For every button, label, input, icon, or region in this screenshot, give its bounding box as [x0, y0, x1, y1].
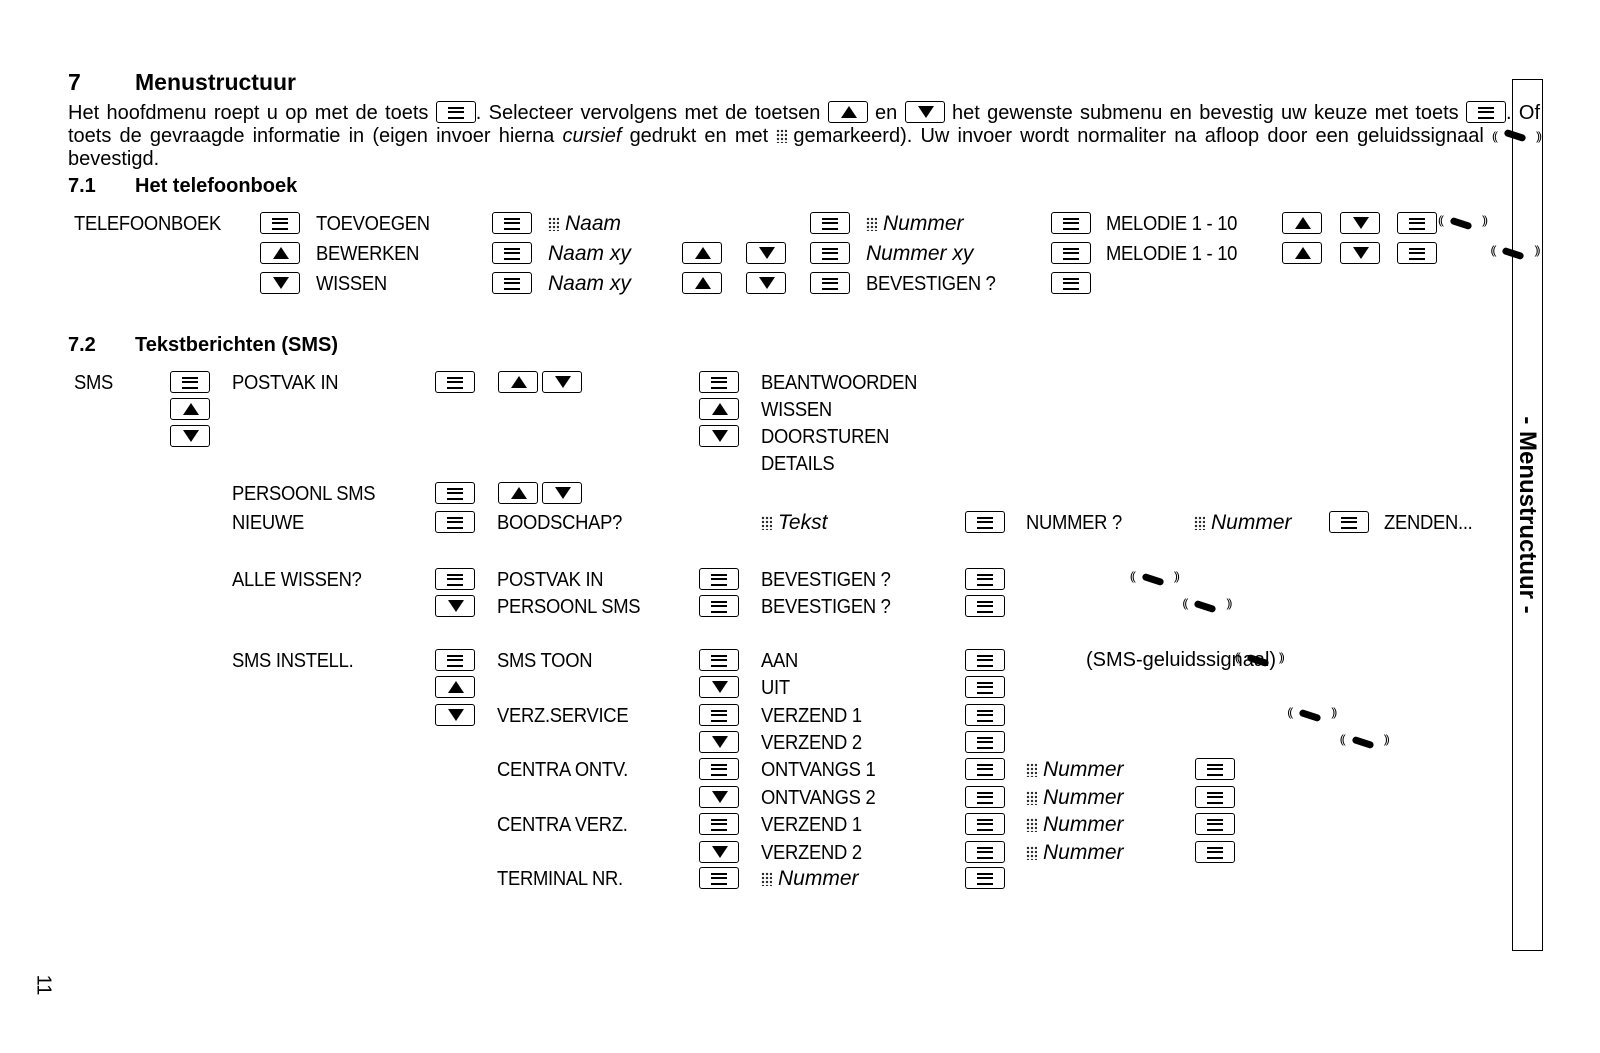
menu-key-icon	[435, 511, 475, 533]
menu-key-icon	[1195, 841, 1235, 863]
menu-key-icon	[699, 704, 739, 726]
menu-item: PERSOONL SMS	[497, 596, 641, 618]
chapter-title: Menustructuur	[135, 69, 296, 95]
menu-item: UIT	[761, 677, 790, 699]
menu-key-icon	[1051, 272, 1091, 294]
menu-root: TELEFOONBOEK	[74, 213, 221, 235]
note-text: (SMS-geluidssignaal)	[1086, 649, 1277, 671]
down-key-icon	[746, 272, 786, 294]
page-number: 11	[32, 974, 55, 996]
up-key-icon	[682, 242, 722, 264]
down-key-icon	[435, 595, 475, 617]
menu-key-icon	[1051, 242, 1091, 264]
menu-key-icon	[965, 731, 1005, 753]
menu-item: VERZEND 1	[761, 814, 862, 836]
section-number: 7.1	[68, 175, 96, 197]
menu-item: VERZEND 1	[761, 705, 862, 727]
keypad-icon	[1026, 818, 1037, 832]
menu-item: MELODIE 1 - 10	[1106, 213, 1238, 235]
menu-key-icon	[965, 511, 1005, 533]
keypad-icon	[866, 217, 877, 231]
menu-item: POSTVAK IN	[232, 372, 339, 394]
input-field: Nummer	[866, 212, 964, 236]
section-title: Het telefoonboek	[135, 175, 298, 197]
menu-key-icon	[1195, 786, 1235, 808]
down-key-icon	[1340, 212, 1380, 234]
menu-item: SMS TOON	[497, 650, 593, 672]
menu-item: CENTRA VERZ.	[497, 814, 628, 836]
menu-key-icon	[435, 568, 475, 590]
menu-key-icon	[170, 371, 210, 393]
up-key-icon	[498, 482, 538, 504]
input-field: Nummer	[1026, 758, 1124, 782]
keypad-icon	[1026, 763, 1037, 777]
menu-item: MELODIE 1 - 10	[1106, 243, 1238, 265]
keypad-icon	[1194, 516, 1205, 530]
menu-item: BEVESTIGEN ?	[761, 569, 891, 591]
menu-key-icon	[965, 841, 1005, 863]
menu-item: BEVESTIGEN ?	[866, 273, 996, 295]
section-number: 7.2	[68, 334, 96, 356]
menu-item: AAN	[761, 650, 799, 672]
menu-key-icon	[810, 212, 850, 234]
menu-item: NUMMER ?	[1026, 512, 1122, 534]
up-key-icon	[260, 242, 300, 264]
menu-item: ZENDEN...	[1384, 512, 1473, 534]
menu-key-icon	[1195, 758, 1235, 780]
menu-key-icon	[1329, 511, 1369, 533]
input-field: Tekst	[761, 511, 827, 535]
menu-item: TOEVOEGEN	[316, 213, 430, 235]
signal-icon	[1340, 736, 1388, 750]
input-value: Nummer xy	[866, 242, 974, 265]
down-key-icon	[542, 482, 582, 504]
down-key-icon	[699, 425, 739, 447]
keypad-icon	[761, 872, 772, 886]
menu-item: VERZ.SERVICE	[497, 705, 629, 727]
menu-key-icon	[965, 786, 1005, 808]
down-key-icon	[699, 786, 739, 808]
signal-icon	[1438, 217, 1486, 231]
menu-key-icon	[810, 242, 850, 264]
menu-key-icon	[260, 212, 300, 234]
menu-item: WISSEN	[316, 273, 387, 295]
menu-key-icon	[699, 595, 739, 617]
menu-item: ONTVANGS 1	[761, 759, 876, 781]
signal-icon	[1287, 709, 1335, 723]
menu-item: DETAILS	[761, 453, 835, 475]
down-key-icon	[260, 272, 300, 294]
down-key-icon	[699, 731, 739, 753]
keypad-icon	[776, 129, 787, 143]
input-value: Naam xy	[548, 242, 631, 265]
menu-item: SMS INSTELL.	[232, 650, 354, 672]
down-key-icon	[1340, 242, 1380, 264]
down-key-icon	[435, 704, 475, 726]
menu-key-icon	[965, 867, 1005, 889]
menu-key-icon	[1397, 212, 1437, 234]
input-field: Naam	[548, 212, 621, 236]
menu-key-icon	[1466, 101, 1506, 123]
keypad-icon	[548, 217, 559, 231]
menu-key-icon	[699, 813, 739, 835]
keypad-icon	[1026, 791, 1037, 805]
input-value: Naam xy	[548, 272, 631, 295]
menu-key-icon	[435, 371, 475, 393]
menu-item: BEANTWOORDEN	[761, 372, 918, 394]
menu-key-icon	[810, 272, 850, 294]
up-key-icon	[682, 272, 722, 294]
menu-key-icon	[492, 212, 532, 234]
menu-item: PERSOONL SMS	[232, 483, 376, 505]
menu-key-icon	[699, 649, 739, 671]
menu-key-icon	[965, 568, 1005, 590]
up-key-icon	[1282, 242, 1322, 264]
menu-item: TERMINAL NR.	[497, 868, 623, 890]
menu-key-icon	[965, 676, 1005, 698]
up-key-icon	[170, 398, 210, 420]
keypad-icon	[1026, 846, 1037, 860]
menu-key-icon	[1051, 212, 1091, 234]
menu-key-icon	[435, 482, 475, 504]
menu-item: VERZEND 2	[761, 842, 862, 864]
down-key-icon	[542, 371, 582, 393]
up-key-icon	[828, 101, 868, 123]
up-key-icon	[498, 371, 538, 393]
menu-key-icon	[965, 595, 1005, 617]
menu-item: WISSEN	[761, 399, 832, 421]
menu-key-icon	[699, 867, 739, 889]
input-field: Nummer	[1026, 786, 1124, 810]
input-field: Nummer	[1026, 841, 1124, 865]
menu-item: BOODSCHAP?	[497, 512, 623, 534]
up-key-icon	[1282, 212, 1322, 234]
down-key-icon	[746, 242, 786, 264]
menu-key-icon	[1195, 813, 1235, 835]
menu-item: CENTRA ONTV.	[497, 759, 628, 781]
side-tab-label: - Menustructuur -	[1514, 416, 1541, 614]
menu-key-icon	[436, 101, 476, 123]
menu-key-icon	[435, 649, 475, 671]
chapter-number: 7	[68, 69, 81, 95]
menu-key-icon	[965, 758, 1005, 780]
menu-item: NIEUWE	[232, 512, 304, 534]
down-key-icon	[905, 101, 945, 123]
down-key-icon	[699, 676, 739, 698]
menu-root: SMS	[74, 372, 114, 394]
input-field: Nummer	[1026, 813, 1124, 837]
up-key-icon	[435, 676, 475, 698]
menu-item: DOORSTUREN	[761, 426, 890, 448]
input-field: Nummer	[761, 867, 859, 891]
down-key-icon	[699, 841, 739, 863]
menu-item: ALLE WISSEN?	[232, 569, 362, 591]
signal-icon	[1130, 573, 1178, 587]
menu-key-icon	[965, 813, 1005, 835]
menu-key-icon	[699, 758, 739, 780]
menu-key-icon	[699, 568, 739, 590]
down-key-icon	[170, 425, 210, 447]
menu-key-icon	[965, 704, 1005, 726]
menu-key-icon	[965, 649, 1005, 671]
menu-item: BEVESTIGEN ?	[761, 596, 891, 618]
menu-key-icon	[1397, 242, 1437, 264]
keypad-icon	[761, 516, 772, 530]
menu-key-icon	[699, 371, 739, 393]
menu-key-icon	[492, 242, 532, 264]
menu-item: ONTVANGS 2	[761, 787, 876, 809]
menu-item: POSTVAK IN	[497, 569, 604, 591]
up-key-icon	[699, 398, 739, 420]
menu-item: BEWERKEN	[316, 243, 420, 265]
menu-key-icon	[492, 272, 532, 294]
intro-paragraph: Het hoofdmenu roept u op met de toets . Selecteer vervolgens met de toetsen en het gewenste submenu en bevestig uw keuze met toets . Of toets de gevraagde informatie in (eigen invoer hierna cursief gedrukt en met gemarkeerd). Uw invoer wordt normaliter na afloop door een geluidssignaal (( )) bevestigd.	[68, 101, 1540, 171]
signal-icon	[1182, 600, 1230, 614]
input-field: Nummer	[1194, 511, 1292, 535]
section-title: Tekstberichten (SMS)	[135, 334, 338, 356]
menu-item: VERZEND 2	[761, 732, 862, 754]
